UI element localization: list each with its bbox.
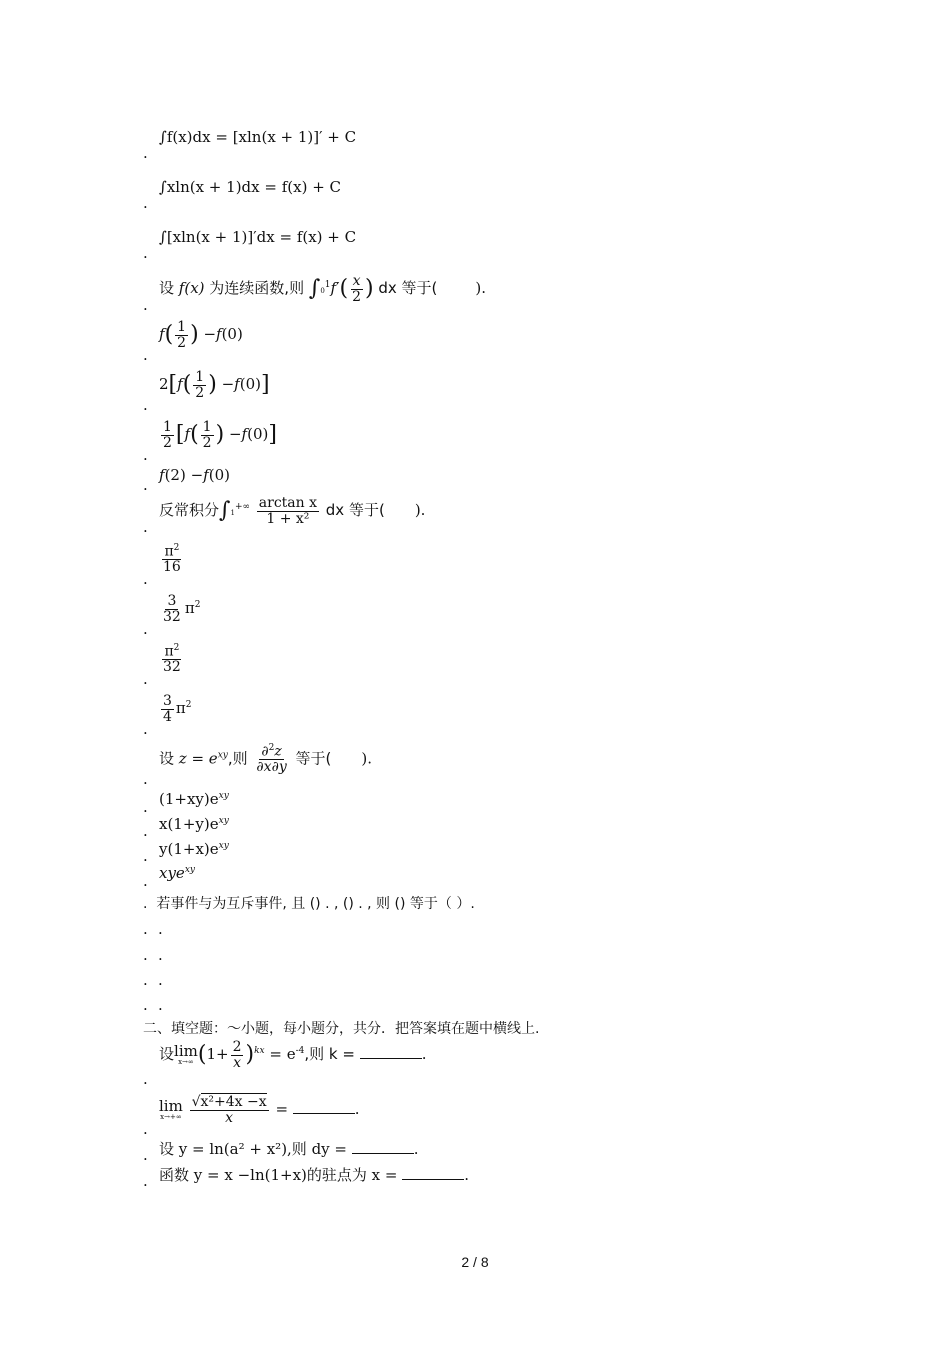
- bullet-dot: .: [143, 822, 148, 840]
- option-line: xye$^{xy}$: [159, 864, 195, 882]
- bullet-dot: .: [143, 144, 148, 162]
- bullet-dot: .: [143, 798, 148, 816]
- option-line: $(1+xy)e^{xy}$: [159, 790, 229, 808]
- bullet-dot: .: [143, 946, 148, 964]
- bullet-dot: .: [143, 1172, 148, 1190]
- bullet-dot: .: [143, 770, 148, 788]
- bullet-dot: .: [143, 996, 148, 1014]
- option-line: f(2) −f(0): [159, 466, 230, 484]
- option-line: $\frac{\pi^2}{32}$: [163, 643, 181, 676]
- option-line: $y(1+x)e^{xy}$: [159, 840, 229, 858]
- fill-question: 设 lim x→∞ (1+ $\frac{2}{x}$ )$^{kx} = e^{-4}$,则 k = .: [159, 1039, 427, 1071]
- bullet-dot: .: [143, 920, 148, 938]
- option-line: ∫[xln(x + 1)]′dx = f(x) + C: [159, 228, 357, 246]
- bullet-dot: .: [143, 971, 148, 989]
- bullet-dot: .: [143, 620, 148, 638]
- bullet-dot: .: [143, 518, 148, 536]
- bullet-dot: .: [143, 720, 148, 738]
- option-line: $x(1+y)e^{xy}$: [159, 815, 229, 833]
- bullet-dot: .: [143, 872, 148, 890]
- answer-blank[interactable]: [360, 1046, 422, 1059]
- bullet-dot: .: [158, 996, 163, 1014]
- bullet-dot: .: [143, 194, 148, 212]
- bullet-dot: .: [143, 296, 148, 314]
- option-line: $\frac{1}{2}$ [f( $\frac{1}{2}$ ) −f(0)]: [163, 419, 277, 451]
- option-line: $\frac{\pi^2}{16}$: [163, 543, 181, 576]
- option-line: 2[f( $\frac{1}{2}$ ) −f(0)]: [159, 369, 270, 401]
- option-line: ∫f(x)dx = [xln(x + 1)]′ + C: [159, 128, 357, 146]
- option-line: f( $\frac{1}{2}$ ) −f(0): [159, 319, 243, 351]
- bullet-dot: .: [158, 946, 163, 964]
- bullet-dot: .: [158, 920, 163, 938]
- option-line: $\frac{3}{32}$ $\pi^2$: [163, 593, 201, 625]
- answer-blank[interactable]: [402, 1167, 464, 1180]
- bullet-dot: .: [143, 570, 148, 588]
- bullet-dot: .: [143, 847, 148, 865]
- bullet-dot: .: [143, 396, 148, 414]
- answer-blank[interactable]: [293, 1101, 355, 1114]
- fill-question: lim x→+∞ $\frac{\text{√x²+4x −x}}{x}$ = .: [159, 1094, 360, 1126]
- answer-blank[interactable]: [352, 1141, 414, 1154]
- question-line: 设 f(x) 为连续函数,则 $\int 0^1f'$( $\frac{x}{2}$ ) dx 等于( ).: [159, 273, 487, 305]
- question-line: . 若事件与为互斥事件, 且 () . , () . , 则 () 等于（ ）.: [143, 896, 475, 912]
- bullet-dot: .: [143, 1070, 148, 1088]
- bullet-dot: .: [158, 971, 163, 989]
- bullet-dot: .: [143, 1146, 148, 1164]
- bullet-dot: .: [143, 670, 148, 688]
- bullet-dot: .: [143, 346, 148, 364]
- fill-question: 函数 y = x −ln(1+x)的驻点为 x = .: [159, 1166, 470, 1184]
- option-line: $\frac{3}{4}$ $\pi^2$: [163, 693, 192, 725]
- page-number: 2 / 8: [461, 1254, 489, 1270]
- bullet-dot: .: [143, 1120, 148, 1138]
- fill-question: 设 y = ln(a² + x²),则 dy = .: [159, 1140, 419, 1158]
- bullet-dot: .: [143, 244, 148, 262]
- option-line: ∫xln(x + 1)dx = f(x) + C: [159, 178, 342, 196]
- section-title: 二、填空题：～小题，每小题分，共分．把答案填在题中横线上.: [143, 1021, 540, 1037]
- bullet-dot: .: [143, 476, 148, 494]
- bullet-dot: .: [143, 446, 148, 464]
- question-line: 反常积分∫1+∞ $\frac{\text{arctan x}}{\text{1 + x²}}$ dx 等于( ).: [159, 495, 426, 527]
- question-line: 设 $z = e^{xy}$,则 $\frac{\partial^2z}{\partial x\partial y}$ 等于( ).: [159, 743, 373, 776]
